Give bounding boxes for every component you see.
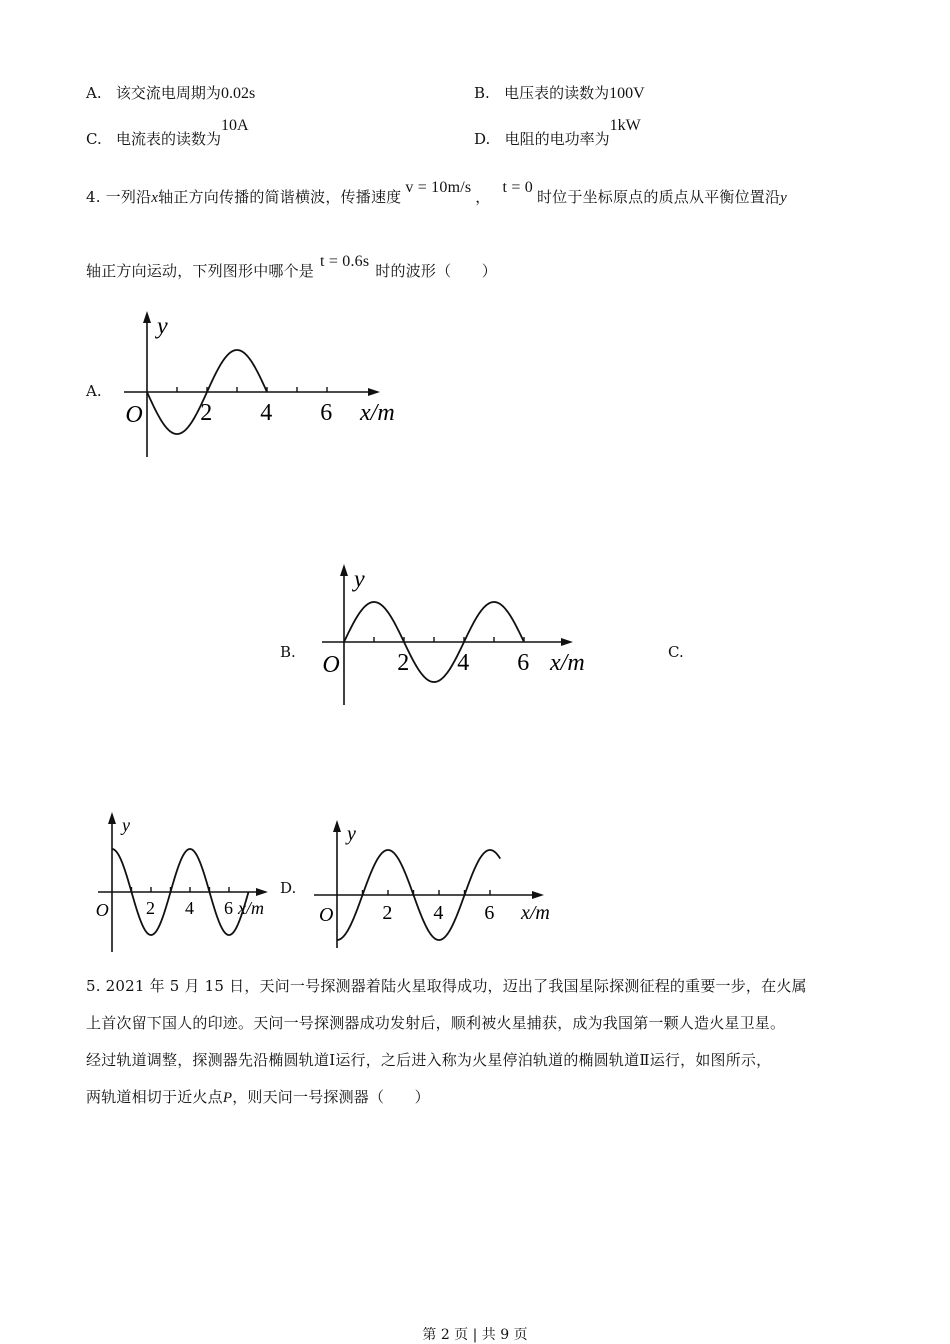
x-tick-label: 4: [260, 400, 273, 426]
origin-label: O: [125, 402, 143, 428]
x-axis-arrow: [256, 888, 268, 896]
x-axis-label: x/m: [521, 902, 550, 924]
x-tick-label: 6: [484, 902, 495, 924]
x-tick-label: 4: [433, 902, 444, 924]
option-c: [86, 117, 249, 149]
option-c-text: 电流表的读数为: [116, 130, 222, 148]
y-axis-arrow: [333, 820, 341, 832]
q4-var-y: y: [780, 190, 788, 206]
origin-label: O: [95, 900, 109, 920]
option-d-math: 1kW: [609, 117, 641, 134]
option-b-label: B.: [474, 84, 490, 102]
q5-line3: 经过轨道调整，探测器先沿椭圆轨道Ⅰ运行，之后进入称为火星停泊轨道的椭圆轨道Ⅱ运行，如图所示，: [86, 1051, 772, 1069]
x-tick-label: 2: [397, 650, 410, 676]
x-tick-label: 4: [457, 650, 470, 676]
x-axis-arrow: [368, 388, 380, 396]
q4-t-value: t = 0.6s: [320, 253, 370, 270]
y-axis-label: y: [354, 566, 365, 593]
option-c-label: C.: [86, 130, 102, 148]
x-axis-label: x/m: [360, 400, 395, 426]
q5-line4-prefix: 两轨道相切于近火点: [86, 1088, 223, 1106]
q4-comma: ，: [475, 188, 491, 206]
x-tick-label: 2: [382, 902, 393, 924]
y-axis-label: y: [122, 814, 130, 835]
graph-b-label: B.: [280, 643, 296, 661]
q4-line2: [86, 253, 497, 281]
graph-a-label: A.: [86, 382, 102, 400]
option-a-label: A.: [86, 84, 102, 102]
option-a-text: 该交流电周期为: [115, 84, 221, 102]
q5-var-p: P: [222, 1090, 233, 1106]
q5-line4-suffix: ，则天问一号探测器（ ）: [232, 1088, 430, 1106]
graph-c-label: C.: [668, 643, 684, 661]
q4-t0: t = 0: [502, 179, 533, 196]
option-b-math: 100V: [609, 85, 645, 102]
q4-prefix: 4. 一列沿: [86, 188, 152, 206]
x-tick-label: 6: [320, 400, 333, 426]
q4-mid: 轴正方向传播的简谐横波，传播速度: [158, 188, 402, 206]
option-a: [86, 82, 255, 103]
q5-line1: 5. 2021 年 5 月 15 日，天问一号探测器着陆火星取得成功，迈出了我国星际探测征程的重要一步，在火属: [86, 977, 807, 995]
y-axis-label: y: [347, 823, 356, 845]
x-tick-label: 2: [145, 898, 155, 918]
x-tick-label: 6: [223, 898, 233, 918]
option-d-label: D.: [474, 130, 491, 148]
x-axis-label: x/m: [238, 898, 264, 918]
q4-var-x: x: [151, 190, 159, 206]
q4-speed: v = 10m/s: [405, 179, 472, 196]
origin-label: O: [319, 904, 334, 926]
x-tick-label: 6: [517, 650, 530, 676]
page-footer: 第 2 页 | 共 9 页: [422, 1327, 528, 1343]
wave-graph-b: [310, 560, 610, 710]
q5-line2: 上首次留下国人的印迹。天问一号探测器成功发射后，顺利被火星捕获，成为我国第一颗人造火星卫星。: [86, 1014, 786, 1032]
y-axis-arrow: [108, 812, 116, 824]
option-d: [474, 117, 641, 149]
y-axis-arrow: [143, 311, 151, 323]
q4-line2-suffix: 时的波形（ ）: [375, 262, 497, 280]
wave-graph-c: [88, 812, 278, 960]
option-d-text: 电阻的电功率为: [504, 130, 610, 148]
x-axis-label: x/m: [550, 650, 585, 676]
q4-suffix: 时位于坐标原点的质点从平衡位置沿: [536, 188, 781, 206]
q4-line1: [86, 179, 788, 207]
option-b: [474, 82, 645, 103]
y-axis-arrow: [340, 564, 348, 576]
option-a-math: 0.02s: [220, 85, 256, 102]
x-tick-label: 4: [184, 898, 194, 918]
option-c-math: 10A: [221, 117, 249, 134]
x-axis-arrow: [532, 891, 544, 899]
x-axis-arrow: [561, 638, 573, 646]
x-tick-label: 2: [200, 400, 213, 426]
q4-line2-prefix: 轴正方向运动，下列图形中哪个是: [86, 262, 315, 280]
y-axis-label: y: [157, 313, 168, 340]
origin-label: O: [322, 652, 340, 678]
wave-graph-a: [110, 305, 420, 465]
option-b-text: 电压表的读数为: [504, 84, 610, 102]
q5-line4: [86, 1086, 430, 1107]
wave-graph-d: [306, 820, 576, 950]
graph-d-label: D.: [280, 879, 297, 897]
